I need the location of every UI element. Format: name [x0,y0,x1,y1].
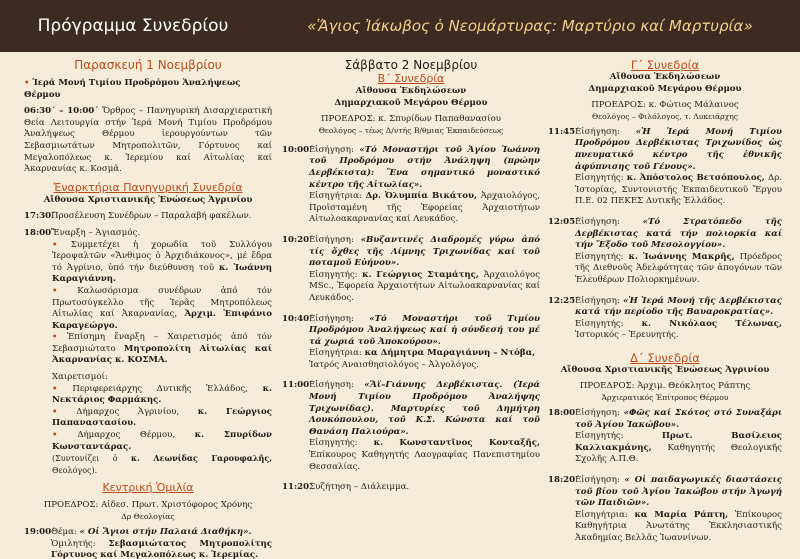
section-opening-venue: Αἴθουσα Χριστιανικῆς Ἑνώσεως Ἀγρινίου [43,194,253,205]
day-heading-saturday: Σάββατο 2 Νοεμβρίου [344,58,478,72]
talk-b2: 10:20΄ Εἰσήγηση: «Βυζαντινές Διαδρομές γύρω ἀπό τίς ὄχθες τῆς Λίμνης Τριχωνίδας καί τοῦ ποταμοῦ Εὐήνου». Εἰσηγητής: κ. Γεώργιος Σταμάτης, Ἀρχαιολόγος MSc., Ἐφορεία Ἀρχαιοτήτων Αἰτωλοακαρνανίας καί Λευκάδος. [282,234,540,303]
talk-b4: 11:00΄ Εἰσήγηση: «Ἅϊ–Γιάννης Δερβέκιστας. (Ἱερά Μονή Τιμίου Προδρόμου Ἀναλήψης Τριχωνίδας). Μαρτυρίες τοῦ Δημήτρη Λουκόπουλου, τοῦ Κ.Σ. Κώνστα καί τοῦ Θανάση Παλιούρα». Εἰσηγητής: κ. Κωνσταντῖνος Κονταξῆς, Ἐπίκουρος Καθηγητής Λαογραφίας Πανεπιστημίου Θεσσαλίας. [282,380,540,472]
bullet-welcome: • Καλωσόρισμα συνέδρων ἀπό τόν Πρωτοσύγκελλο τῆς Ἱερᾶς Μητροπόλεως Αἰτωλίας καί Ἀκαρνανίας, Ἀρχιμ. Ἐπιφάνιο Καραγεώργο. [52,285,272,331]
column-saturday [282,58,540,559]
section-b-chair: ΠΡΟΕΔΡΟΣ: κ. Σπυρίδων Παπαθανασίου [320,114,502,125]
header-bar [0,0,800,52]
section-c-venue-2: Δημαρχιακοῦ Μεγάρου Θέρμου [588,83,742,94]
talk-d1: 18:00΄ Εἰσήγηση: «Φῶς καί Σκότος στό Συναξάρι τοῦ Ἁγίου Ἰακώβου». Εἰσηγητής: Πρωτ. Βασίλειος Καλλιακμάνης, Καθηγητής Θεολογικῆς Σχολῆς Α.Π.Θ. [548,408,782,465]
talk-d2: 18:20΄ Εἰσήγηση: « Οἱ παιδαγωγικές διαστάσεις τοῦ βίου τοῦ Ἁγίου Ἰακώβου στήν Ἀγωγή τῶν Παιδιῶν». Εἰσηγήτρια: κα Μαρία Ράπτη, Ἐπίκουρος Καθηγήτρια Ἀνωτάτης Ἐκκλησιαστικῆς Ἀκαδημίας Βελλᾶς Ἰωαννίνων. [548,475,782,543]
event-arrival: 17:30΄ Προσέλευση Συνέδρων – Παραλαβή φακέλων. [24,211,252,222]
section-d-chair: ΠΡΟΕΔΡΟΣ: Ἀρχιμ. Θεόκλητος Ράπτης [579,381,751,392]
venue-monastery: • Ἱερά Μονή Τιμίου Προδρόμου Ἀναλήψεως Θέρμου [24,78,241,100]
bullet-icon: • [52,406,77,417]
keynote-chair: ΠΡΟΕΔΡΟΣ: Αἰδεσ. Πρωτ. Χριστόφορος Χρόνης [43,500,253,511]
bullet-icon: • [52,430,78,441]
section-d-chair-role: Ἀρχιερατικός Ἐπίτροπος Θέρμου [601,393,729,403]
section-b-venue-2: Δημαρχιακοῦ Μεγάρου Θέρμου [334,97,488,108]
section-b-venue-1: Αἴθουσα Ἐκδηλώσεων [355,86,467,96]
section-b-chair-role: Θεολόγος – τέως Δ/ντής Β/θμιας Ἐκπαιδεύσεως [318,125,504,135]
bullet-icon: • [52,332,67,343]
talk-c2: 12:05΄ Εἰσήγηση: «Τό Στρατόπεδο τῆς Δερβέκιστας κατά τήν πολιορκία καί τήν Ἔξοδο τοῦ Μεσολογγίου». Εἰσηγητής: κ. Ἰωάννης Μακρῆς, Πρόεδρος τῆς Διεθνοῦς Ἀδελφότητας τῶν ἀπογόνων τῶν Ἐλευθέρων Πολιορκημένων. [548,216,782,285]
event-keynote: 19:00΄ Θέμα: « Οἱ Ἅγιοι στήν Παλαιά Διαθήκη». Ὁμιλητής: Σεβασμιώτατος Μητροπολίτης Γόρτυνος καί Μεγαλοπόλεως κ. Ἱερεμίας. [24,527,272,559]
bullet-icon: • [52,285,78,296]
section-d-venue: Αἴθουσα Χριστιανικῆς Ἑνώσεως Ἀγρινίου [560,364,770,375]
coordinator-note: (Συντονίζει ὁ κ. Λεωνίδας Γαρουφαλῆς, Θεολόγος). [52,453,272,475]
bullet-icon: • [24,78,33,88]
greeting-regional: • Περιφερειάρχης Δυτικῆς Ἑλλάδος, κ. Νεκτάριος Φαρμάκης. [52,383,272,406]
section-c-venue-1: Αἴθουσα Ἐκδηλώσεων [609,72,721,82]
greeting-agrinio: • Δήμαρχος Ἀγρινίου, κ. Γεώργιος Παπαναστασίου. [52,406,272,429]
column-saturday-continued [548,58,782,559]
section-c-chair-role: Θεολόγος – Φιλόλογος, τ. Λυκειάρχης [591,111,739,121]
talk-c3: 12:25΄ Εἰσήγηση: «Ἡ Ἱερά Μονή τῆς Δερβέκιστας κατά τήν περίοδο τῆς Βαυαροκρατίας». Εἰσηγητής: κ. Νικόλαος Τέλωνας, Ἱστορικός – Ἐρευνητής. [548,295,782,341]
event-liturgy: 06:30΄ – 10:00΄ Ὄρθρος – Πανηγυρική Δισαρχιερατική Θεία Λειτουργία στήν Ἱερά Μονή Τιμίου Προδρόμου Ἀναλήψεως Θέρμου ἱερουργούντων τῶν Σεβασμιωτάτων Μητροπολιτῶν, Γόρτυνος καί Μεγαλοπόλεως κ. Ἱερεμίου καί Αἰτωλίας καί Ἀκαρνανίας κ. Κοσμᾶ. [24,106,272,175]
discussion-break: 11:20΄ Συζήτηση – Διάλειμμα. [282,482,410,493]
section-keynote-title: Κεντρική Ὁμιλία [102,481,194,495]
talk-b3: 10:40΄ Εἰσήγηση: «Τό Μοναστήρι τοῦ Τιμίου Προδρόμου Ἀναλήψεως καί ἡ σύνδεσή του μέ τά χωριά τοῦ Ἀποκούρου». Εἰσηγήτρια: κα Δήμητρα Μαραγιάννη – Ντόβα, Ἰατρός Αναισθησιολόγος – Ἀλγολόγος. [282,313,540,370]
section-c-title: Γ΄ Συνεδρία [630,58,700,72]
section-d-title: Δ΄ Συνεδρία [630,350,700,365]
conference-title: «Ἅγιος Ἰάκωβος ὁ Νεομάρτυρας: Μαρτύριο καί Μαρτυρία» [307,17,753,35]
column-friday [24,58,272,559]
bullet-choir: • Συμμετέχει ἡ χορωδία τοῦ Συλλόγου Ἱεροψαλτῶν «Ἄνθιμος ὁ Ἀρχιδιάκονος», μέ ἔδρα τό Ἀγρίνιο, ὑπό τήν διεύθυνση τοῦ κ. Ἰωάννη Καραγιάννη. [52,239,272,285]
bullet-icon: • [52,239,71,250]
bullet-official-opening: • Ἐπίσημη ἔναρξη – Χαιρετισμός ἀπό τόν Σεβασμιώτατο Μητροπολίτη Αἰτωλίας καί Ἀκαρνανίας κ. ΚΟΣΜΑ. [52,332,272,366]
keynote-chair-role: Δρ Θεολογίας [121,512,175,521]
event-opening: 18:00΄ Ἔναρξη – Ἁγιασμός. [24,227,141,238]
greetings-label: Χαιρετισμοί: [52,372,108,383]
section-b-title: Β΄ Συνεδρία [377,72,445,85]
section-c-chair: ΠΡΟΕΔΡΟΣ: κ. Φώτιος Μάλαινος [591,100,739,111]
greeting-thermo: • Δήμαρχος Θέρμου, κ. Σπυρίδων Κωνσταντάρας. [52,430,272,452]
talk-b1: 10:00΄ Εἰσήγηση: «Τό Μοναστήρι τοῦ Ἁγίου Ἰωάννη τοῦ Προδρόμου στήν Ἀνάληψη (πρώην Δερβέκιστα): Ἕνα σημαντικό μοναστικό κέντρο τῆς Αἰτωλίας». Εἰσηγήτρια: Δρ. Ὀλυμπία Βικάτου, Ἀρχαιολόγος, Προϊσταμένη τῆς Ἐφορείας Ἀρχαιοτήτων Αἰτωλοακαρνανίας καί Λευκάδος. [282,144,540,225]
section-opening-title: Ἐναρκτήρια Πανηγυρική Συνεδρία [53,180,243,194]
program-title: Πρόγραμμα Συνεδρίου [37,16,229,36]
talk-c1: 11:45΄ Εἰσήγηση: «Ἡ Ἱερά Μονή Τιμίου Προδρόμου Δερβέκιστας Τριχωνίδος ὡς πνευματικό κέντρο τῆς ἐθνικῆς ἀφύπνισης τοῦ Γένους». Εἰσηγητής: κ. Ἀπόστολος Βετσόπουλος, Δρ. Ἱστορίας, Συντονιστής Ἐκπαιδευτικοῦ Ἔργου Π.Ε. 02 ΠΕΚΕΣ Δυτικῆς Ἑλλάδος. [548,126,782,207]
bullet-icon: • [52,383,73,394]
day-heading-friday: Παρασκευή 1 Νοεμβρίου [74,58,222,72]
